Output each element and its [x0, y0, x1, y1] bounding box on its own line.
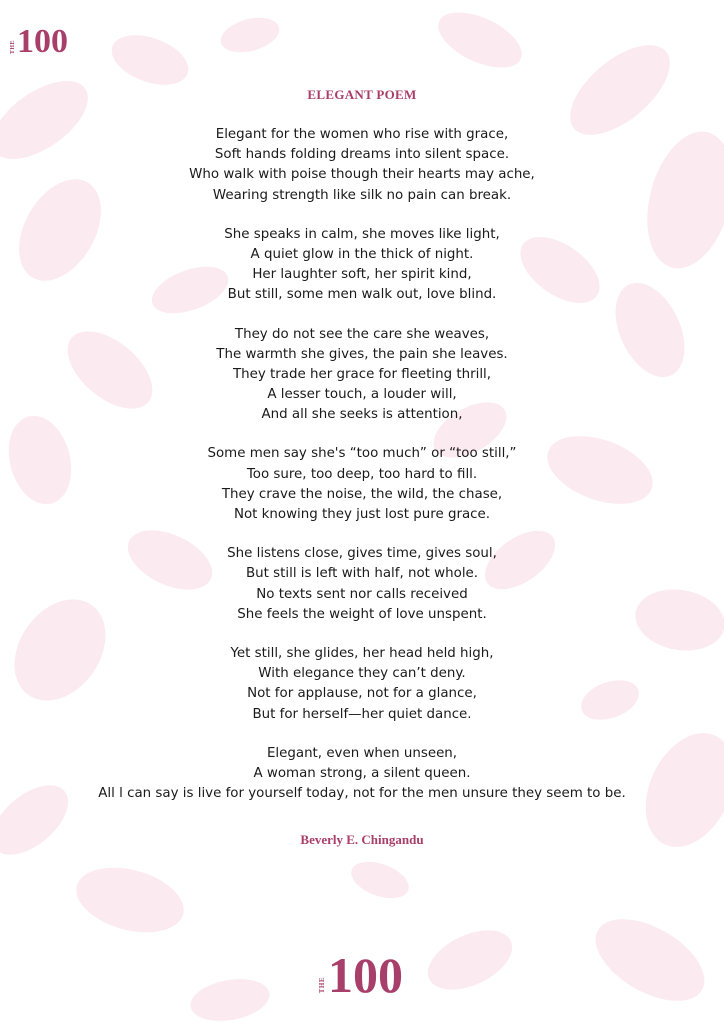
poem-line: She listens close, gives time, gives soul, — [227, 546, 497, 562]
poem-title: ELEGANT POEM — [307, 87, 417, 102]
poem-line: Wearing strength like silk no pain can break. — [212, 187, 512, 203]
poem-line: Who walk with poise though their hearts may ache, — [189, 167, 535, 183]
poem-line: She speaks in calm, she moves like light, — [224, 226, 500, 242]
poem-line: A lesser touch, a louder will, — [267, 387, 457, 403]
poem-line: She feels the weight of love unspent. — [237, 606, 487, 622]
poem-line: Elegant, even when unseen, — [266, 745, 458, 761]
poem-line: They crave the noise, the wild, the chase, — [221, 486, 503, 502]
poem-line: But still is left with half, not whole. — [245, 566, 479, 582]
poem-stanza — [0, 544, 724, 625]
poem-line: But still, some men walk out, love blind. — [227, 287, 497, 303]
poem-line: Yet still, she glides, her head held high, — [230, 645, 494, 661]
poem-line: All l can say is live for yourself today, not for the men unsure they seem to be. — [98, 786, 626, 802]
poem-line: Some men say she's “too much” or “too still,” — [207, 446, 517, 462]
poem-stanza — [0, 744, 724, 805]
poem-line: Not for applause, not for a glance, — [247, 686, 477, 702]
poem-line: They trade her grace for fleeting thrill, — [232, 366, 492, 382]
poem-line: A quiet glow in the thick of night. — [250, 246, 474, 262]
brand-logo-bottom — [318, 947, 403, 1003]
poem-line: Elegant for the women who rise with grace, — [215, 127, 509, 142]
poem-stanza — [0, 325, 724, 426]
brand-the: THE — [10, 39, 16, 54]
poem-author: Beverly E. Chingandu — [300, 832, 424, 847]
poem-line: Not knowing they just lost pure grace. — [233, 507, 491, 522]
brand-number: 100 — [328, 947, 403, 1003]
poem-line: Her laughter soft, her spirit kind, — [252, 267, 472, 283]
poem-line: Too sure, too deep, too hard to fill. — [246, 466, 478, 482]
poem-line: With elegance they can’t deny. — [258, 666, 466, 682]
brand-number: 100 — [17, 23, 68, 60]
poem-stanza — [0, 444, 724, 525]
poem-line: The warmth she gives, the pain she leaves. — [216, 346, 508, 362]
poem-line: They do not see the care she weaves, — [234, 326, 490, 342]
brand-logo-top — [10, 25, 68, 59]
poem-stanza — [0, 644, 724, 725]
poem-stanza — [0, 225, 724, 306]
poem-body — [0, 125, 724, 823]
brand-the: THE — [318, 976, 326, 993]
poem-stanza — [0, 125, 724, 206]
poem-line: But for herself—her quiet dance. — [252, 706, 472, 722]
poem-line: Soft hands folding dreams into silent space. — [214, 147, 510, 163]
poem-line: A woman strong, a silent queen. — [253, 765, 471, 781]
poem-line: No texts sent nor calls received — [256, 586, 468, 602]
poem-line: And all she seeks is attention, — [261, 407, 463, 423]
